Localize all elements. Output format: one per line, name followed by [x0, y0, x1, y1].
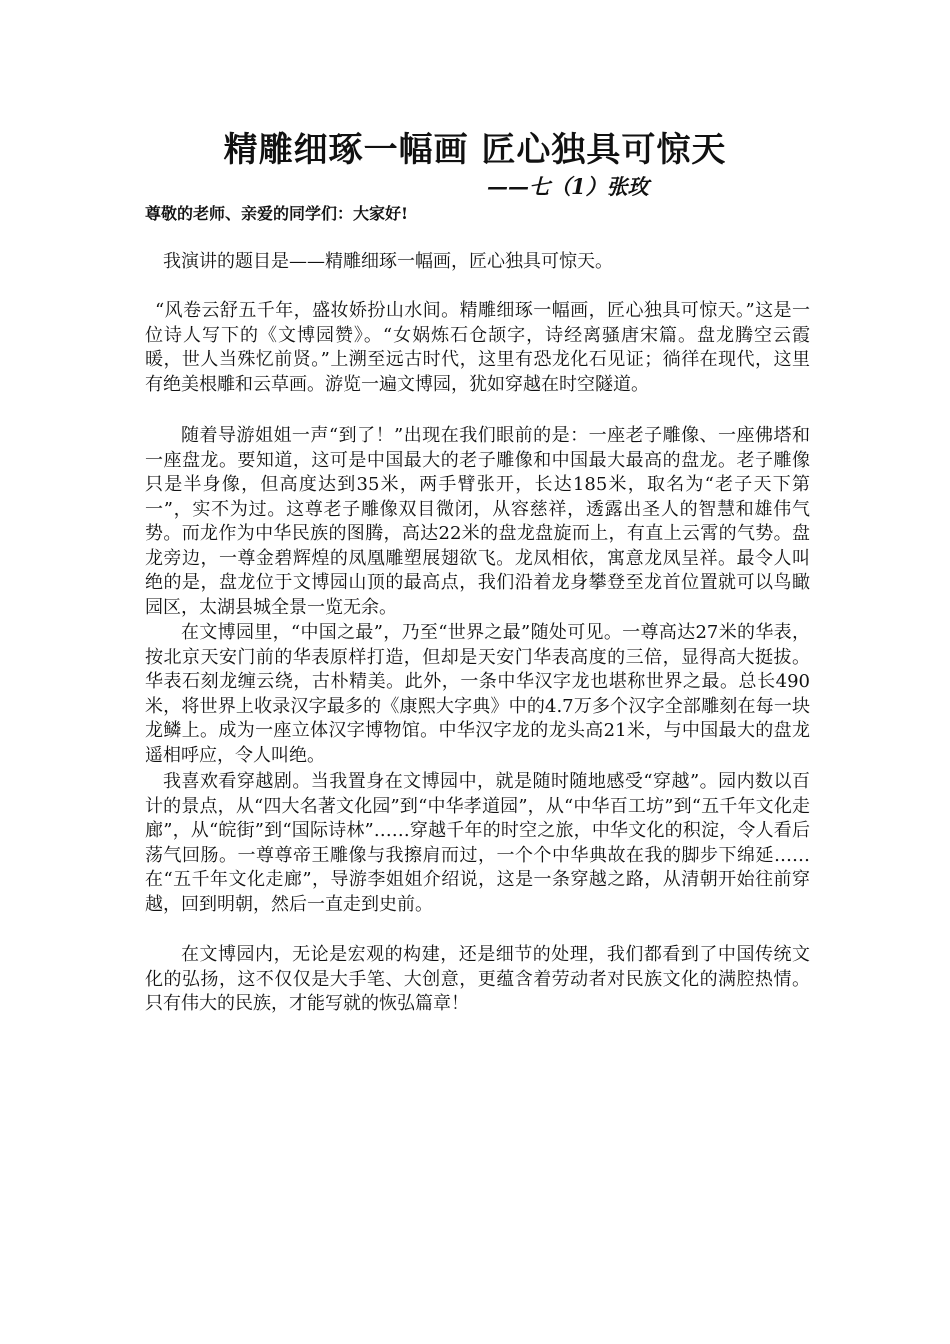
document-title: 精雕细琢一幅画 匠心独具可惊天: [223, 130, 727, 170]
paragraph-statues: 随着导游姐姐一声“到了！”出现在我们眼前的是：一座老子雕像、一座佛塔和一座盘龙。要知道，这可是中国最大的老子雕像和中国最大最高的盘龙。老子雕像只是半身像，但高度达到35米，两手臂张开，长达185米，取名为“老子天下第一”，实不为过。这尊老子雕像双目微闭，从容慈祥，透露出圣人的智慧和雄伟气势。而龙作为中华民族的图腾，高达22米的盘龙盘旋而上，有直上云霄的气势。盘龙旁边，一尊金碧辉煌的凤凰雕塑展翅欲飞。龙凤相依，寓意龙凤呈祥。最令人叫绝的是，盘龙位于文博园山顶的最高点，我们沿着龙身攀登至龙首位置就可以鸟瞰园区，太湖县城全景一览无余。: [145, 425, 810, 618]
paragraph-time-travel: 我喜欢看穿越剧。当我置身在文博园中，就是随时随地感受“穿越”。园内数以百计的景点，从“四大名著文化园”到“中华孝道园”，从“中华百工坊”到“五千年文化走廊”，从“皖街”到“国际诗林”……穿越千年的时空之旅，中华文化的积淀，令人看后荡气回肠。一尊尊帝王雕像与我擦肩而过，一个个中华典故在我的脚步下绵延……在“五千年文化走廊”，导游李姐姐介绍说，这是一条穿越之路，从清朝开始往前穿越，回到明朝，然后一直走到史前。: [145, 771, 810, 915]
paragraph-poem-intro: “风卷云舒五千年，盛妆娇扮山水间。精雕细琢一幅画，匠心独具可惊天。”这是一位诗人写下的《文博园赞》。“女娲炼石仓颉字，诗经离骚唐宋篇。盘龙腾空云霞暖，世人当殊忆前贤。”上溯至远古时代，这里有恐龙化石见证；徜徉在现代，这里有绝美根雕和云草画。游览一遍文博园，犹如穿越在时空隧道。: [145, 300, 810, 395]
paragraph-topic: 我演讲的题目是——精雕细琢一幅画，匠心独具可惊天。: [163, 251, 613, 272]
greeting-line: 尊敬的老师、亲爱的同学们：大家好!: [145, 204, 409, 223]
author-byline: ——七（1）张玫: [487, 174, 649, 199]
paragraph-conclusion: 在文博园内，无论是宏观的构建，还是细节的处理，我们都看到了中国传统文化的弘扬，这不仅仅是大手笔、大创意，更蕴含着劳动者对民族文化的满腔热情。只有伟大的民族，才能写就的恢弘篇章！: [145, 944, 810, 1014]
paragraph-records: 在文博园里，“中国之最”，乃至“世界之最”随处可见。一尊高达27米的华表，按北京天安门前的华表原样打造，但却是天安门华表高度的三倍，显得高大挺拔。华表石刻龙缠云绕，古朴精美。此外，一条中华汉字龙也堪称世界之最。总长490米，将世界上收录汉字最多的《康熙大字典》中的4.7万多个汉字全部雕刻在每一块龙鳞上。成为一座立体汉字博物馆。中华汉字龙的龙头高21米，与中国最大的盘龙遥相呼应，令人叫绝。: [145, 622, 810, 766]
